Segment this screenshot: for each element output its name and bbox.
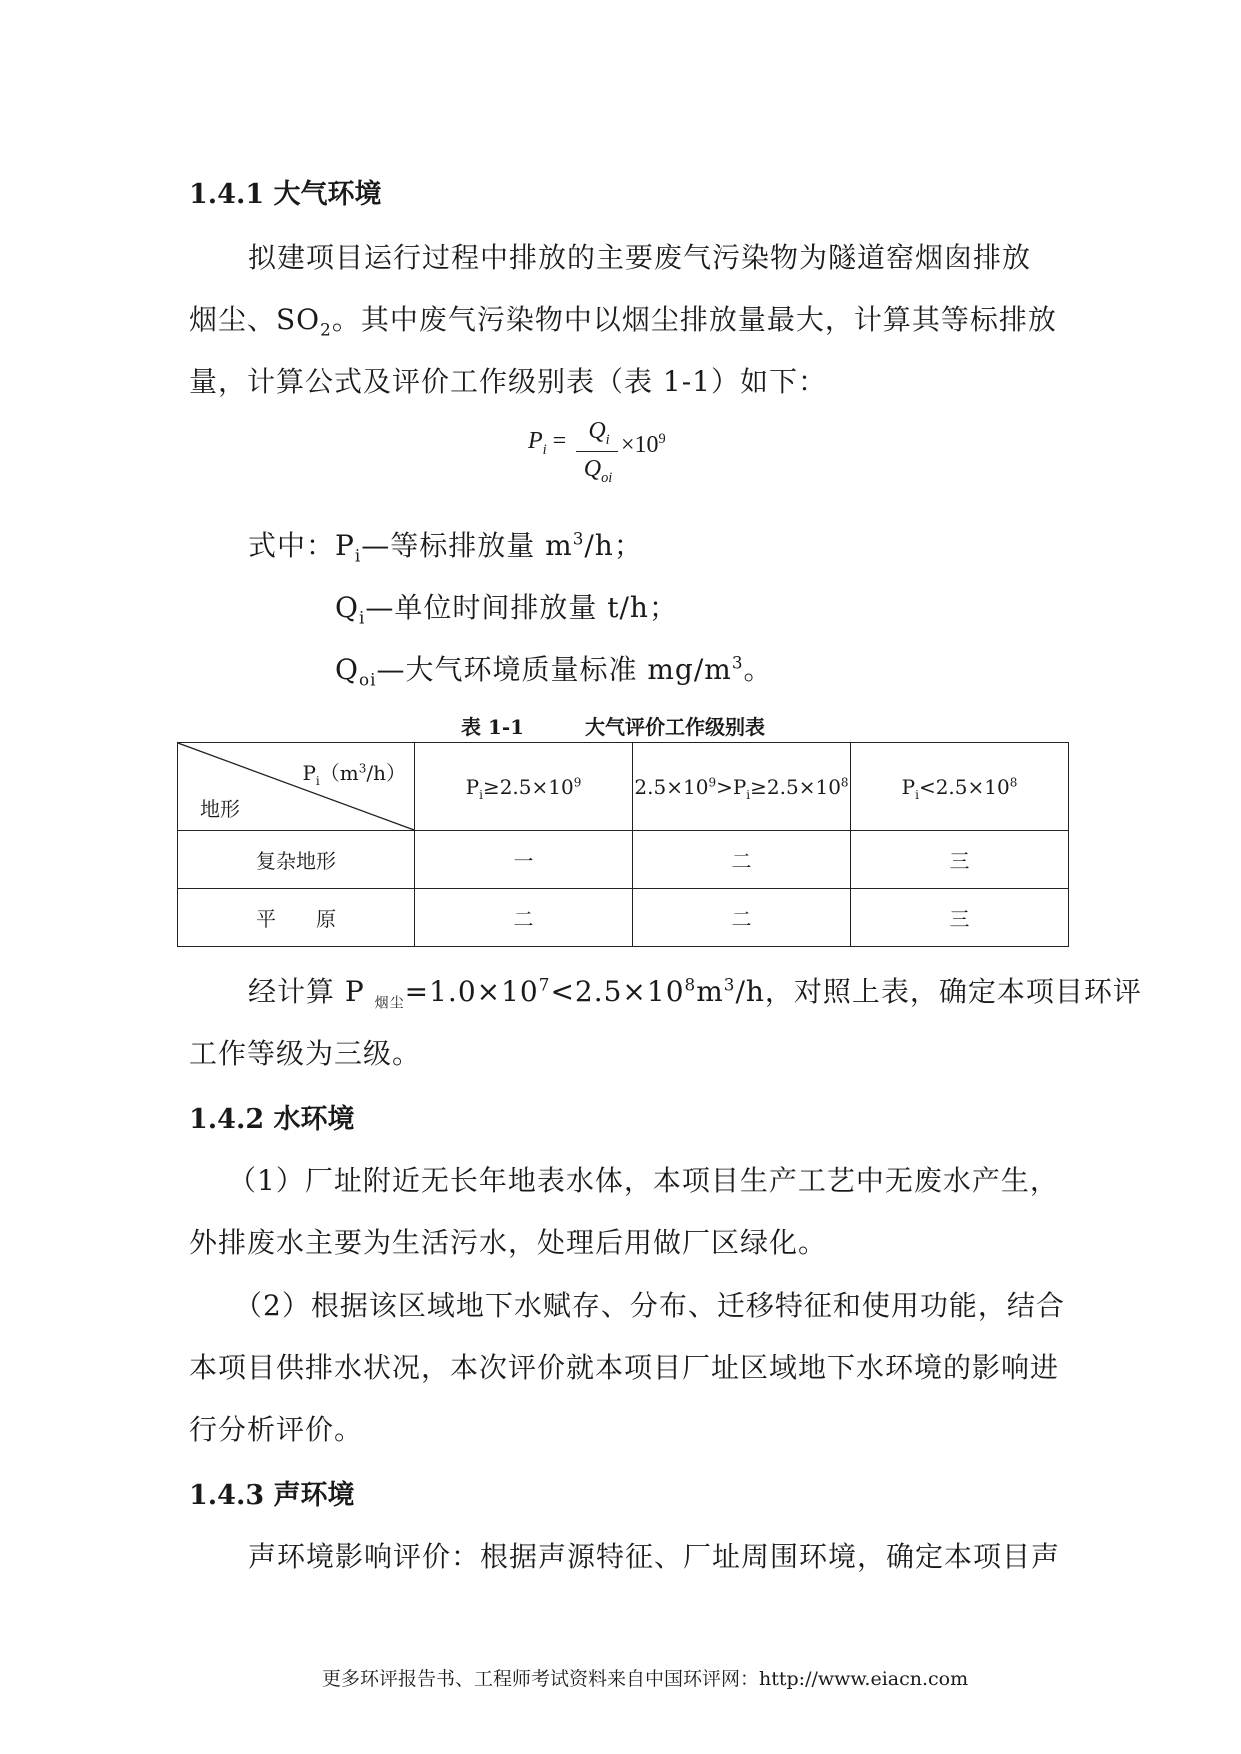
paragraph-line: 量，计算公式及评价工作级别表（表 1-1）如下： <box>189 365 827 398</box>
table-corner-cell <box>178 743 415 831</box>
conclusion-line: 经计算 P $_{烟尘}=1.0\times 10^7<2.5\times 10^8m^3/h$，对照上表，确定本项目环评 <box>248 974 1142 1012</box>
formula-multiplier: $\times 10^9$ <box>621 431 666 458</box>
paragraph-line: 本项目供排水状况，本次评价就本项目厂址区域地下水环境的影响进 <box>189 1351 1060 1384</box>
row-label: 复杂地形 <box>178 831 415 889</box>
table-caption-number: 表 1-1 <box>461 715 525 739</box>
paragraph-line: （2）根据该区域地下水赋存、分布、迁移特征和使用功能，结合 <box>234 1289 1065 1322</box>
table-cell: 二 <box>633 831 851 889</box>
table-cell: 一 <box>415 831 633 889</box>
row-label: 平 原 <box>178 889 415 947</box>
table-row <box>178 831 1069 889</box>
column-header: $2.5\times 10^9>P_i\ge 2.5\times 10^8$ <box>633 743 851 831</box>
table-cell: 三 <box>851 831 1069 889</box>
paragraph-line: 声环境影响评价：根据声源特征、厂址周围环境，确定本项目声 <box>248 1540 1061 1573</box>
paragraph-line: 烟尘、$SO_2$。其中废气污染物中以烟尘排放量最大，计算其等标排放 <box>189 303 1057 340</box>
column-header: $P_i<2.5\times 10^8$ <box>851 743 1069 831</box>
corner-header-pi: $P_i(m^3/h)$ <box>302 761 406 788</box>
conclusion-line: 工作等级为三级。 <box>189 1037 422 1070</box>
table-row <box>178 889 1069 947</box>
formula-lhs: $P_i$ = <box>528 428 567 458</box>
section-heading-noise: 1.4.3 声环境 <box>189 1480 355 1511</box>
table-cell: 二 <box>415 889 633 947</box>
paragraph-line: 外排废水主要为生活污水，处理后用做厂区绿化。 <box>189 1226 828 1259</box>
column-header: $P_i\ge 2.5\times 10^9$ <box>415 743 633 831</box>
definition-qoi: $Q_{oi}—$大气环境质量标准 $mg/m^3$。 <box>335 652 773 690</box>
formula-numerator: $Q_i$ <box>588 418 610 448</box>
definition-pi: 式中：$P_i—$等标排放量 $m^3/h$； <box>248 528 643 566</box>
paragraph-line: （1）厂址附近无长年地表水体，本项目生产工艺中无废水产生， <box>228 1164 1059 1197</box>
corner-header-terrain: 地形 <box>200 797 240 821</box>
table-cell: 二 <box>633 889 851 947</box>
section-heading-water: 1.4.2 水环境 <box>189 1104 355 1135</box>
paragraph-line: 行分析评价。 <box>189 1413 364 1446</box>
evaluation-level-table <box>177 742 1069 947</box>
page-footer: 更多环评报告书、工程师考试资料来自中国环评网：http://www.eiacn.com <box>322 1668 969 1690</box>
table-header-row <box>178 743 1069 831</box>
fraction-bar <box>576 451 618 452</box>
table-caption-title: 大气评价工作级别表 <box>585 715 765 739</box>
paragraph-line: 拟建项目运行过程中排放的主要废气污染物为隧道窑烟囱排放 <box>248 241 1032 274</box>
section-heading-air: 1.4.1 大气环境 <box>189 179 382 210</box>
table-cell: 三 <box>851 889 1069 947</box>
formula-denominator: $Q_{oi}$ <box>583 456 613 486</box>
definition-qi: $Q_i—$单位时间排放量 t/h； <box>335 591 678 628</box>
